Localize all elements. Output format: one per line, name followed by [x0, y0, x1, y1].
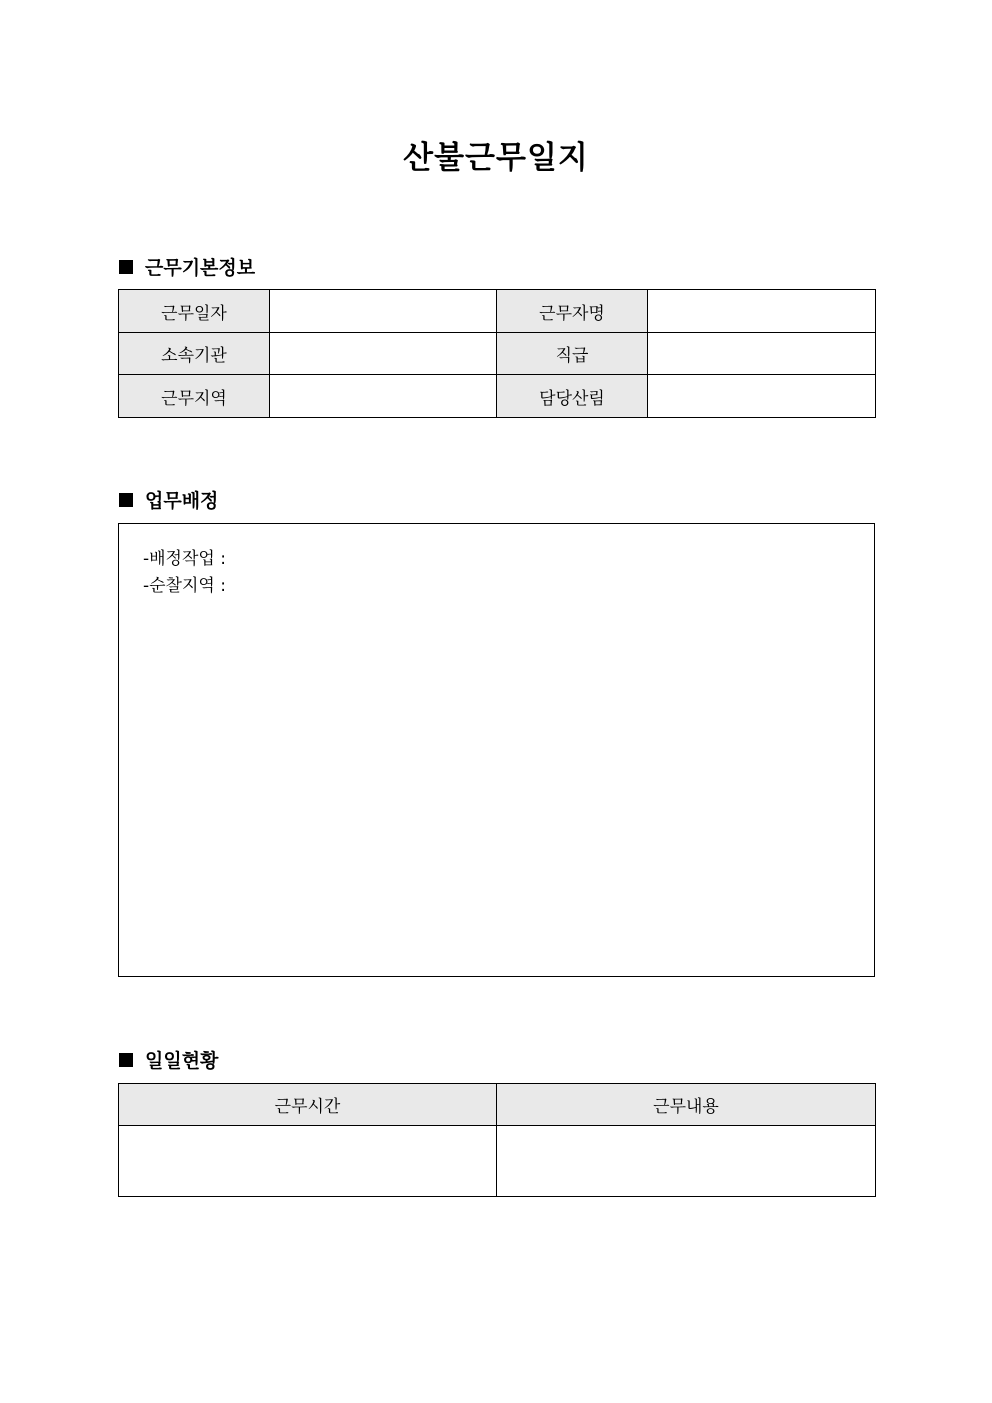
task-assignment-box[interactable] [118, 523, 875, 977]
work-area-label: 근무지역 [119, 375, 270, 418]
daily-status-table [118, 1083, 876, 1197]
rank-label: 직급 [497, 333, 648, 375]
table-row [119, 1126, 876, 1197]
square-bullet-icon [119, 260, 133, 274]
affiliation-field[interactable] [270, 333, 497, 375]
table-row [119, 290, 876, 333]
work-content-field[interactable] [497, 1126, 876, 1197]
affiliation-label: 소속기관 [119, 333, 270, 375]
work-hours-header: 근무시간 [119, 1084, 497, 1126]
section-heading-daily-status [119, 1046, 218, 1073]
assigned-forest-label: 담당산림 [497, 375, 648, 418]
square-bullet-icon [119, 493, 133, 507]
section-heading-label: 일일현황 [145, 1050, 219, 1072]
section-heading-label: 업무배정 [145, 490, 219, 512]
table-header-row [119, 1084, 876, 1126]
assigned-task-line: -배정작업 : [143, 549, 226, 569]
assigned-forest-field[interactable] [648, 375, 876, 418]
section-heading-label: 근무기본정보 [145, 257, 256, 279]
work-area-field[interactable] [270, 375, 497, 418]
patrol-area-line: -순찰지역 : [143, 576, 226, 596]
square-bullet-icon [119, 1053, 133, 1067]
section-heading-basic-info [119, 253, 255, 280]
worker-name-label: 근무자명 [497, 290, 648, 333]
worker-name-field[interactable] [648, 290, 876, 333]
page-title: 산불근무일지 [403, 140, 589, 176]
work-content-header: 근무내용 [497, 1084, 876, 1126]
work-date-field[interactable] [270, 290, 497, 333]
section-heading-task-assignment [119, 486, 218, 513]
rank-field[interactable] [648, 333, 876, 375]
table-row [119, 333, 876, 375]
table-row [119, 375, 876, 418]
work-hours-field[interactable] [119, 1126, 497, 1197]
basic-info-table [118, 289, 876, 418]
work-date-label: 근무일자 [119, 290, 270, 333]
